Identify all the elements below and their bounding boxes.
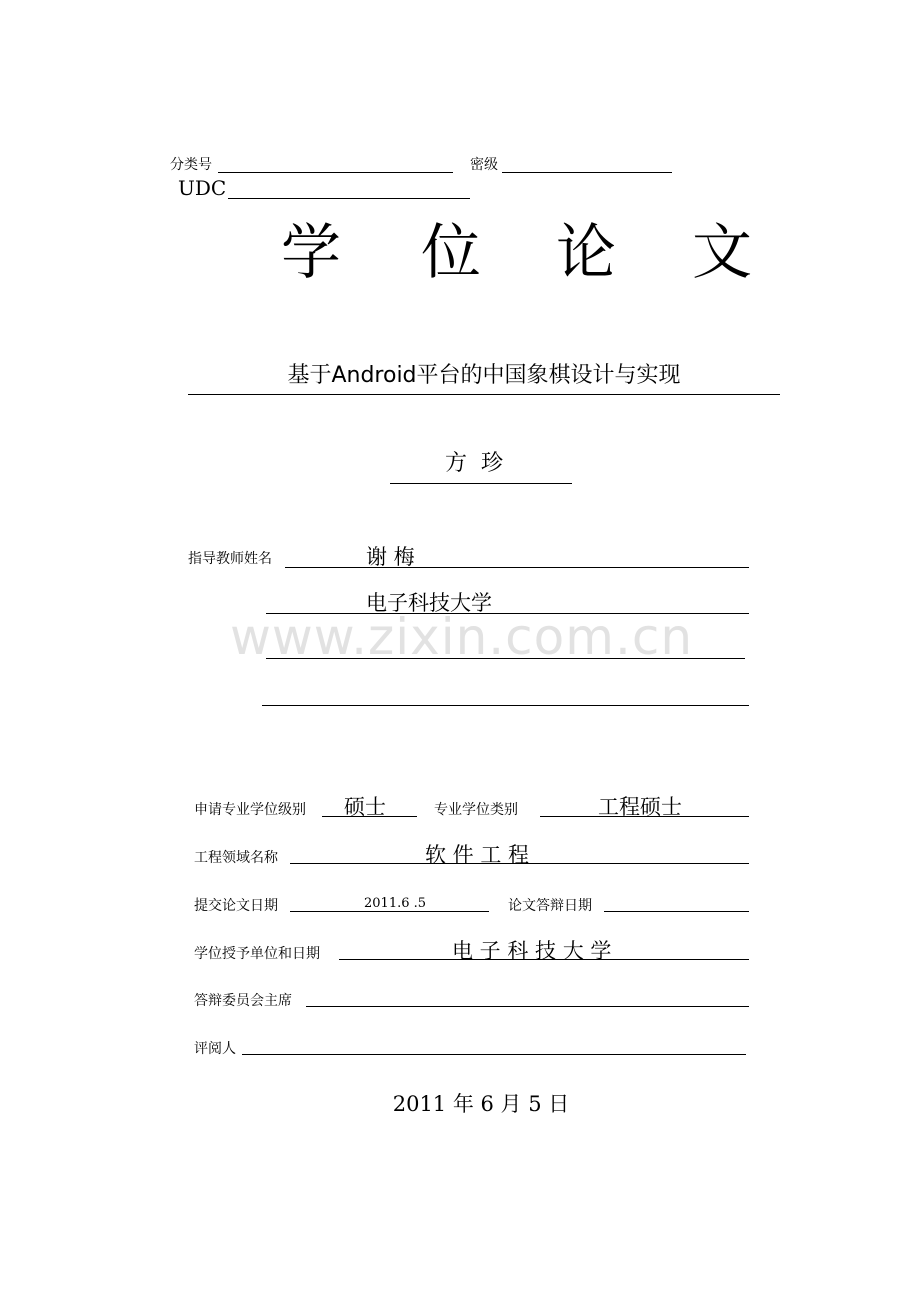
advisor-affiliation: 电子科技大学 — [366, 591, 492, 615]
submit-date-line — [290, 911, 489, 912]
author-name: 方珍 — [444, 451, 517, 476]
advisor-name-line — [285, 567, 749, 568]
degree-category-label: 专业学位类别 — [434, 802, 518, 818]
thesis-title-underline — [188, 394, 780, 395]
reviewer-line — [242, 1054, 746, 1055]
submit-date-label: 提交论文日期 — [194, 898, 278, 914]
committee-chair-label: 答辩委员会主席 — [194, 993, 292, 1009]
grant-unit-line — [339, 959, 749, 960]
committee-chair-line — [306, 1006, 749, 1007]
reviewer-label: 评阅人 — [194, 1041, 236, 1057]
degree-category-line — [540, 816, 749, 817]
defense-date-line — [604, 911, 749, 912]
blank-line-2 — [262, 705, 749, 706]
doc-type-char-3: 论 — [556, 218, 616, 288]
degree-level-line — [322, 816, 417, 817]
degree-level-value: 硕士 — [344, 795, 386, 819]
classification-label: 分类号 — [170, 157, 212, 173]
field-name-line — [290, 863, 749, 864]
defense-date-label: 论文答辩日期 — [508, 898, 592, 914]
secret-level-label: 密级 — [470, 157, 498, 173]
degree-level-label: 申请专业学位级别 — [194, 802, 306, 818]
classification-field-line — [218, 172, 453, 173]
doc-type-char-4: 文 — [692, 218, 752, 288]
advisor-name: 谢 梅 — [366, 545, 415, 569]
author-underline — [390, 483, 572, 484]
grant-unit-label: 学位授予单位和日期 — [194, 946, 320, 962]
watermark-text: www.zixin.com.cn — [230, 608, 694, 666]
field-name-label: 工程领域名称 — [194, 850, 278, 866]
thesis-title: 基于Android平台的中国象棋设计与实现 — [287, 363, 681, 388]
doc-type-char-2: 位 — [421, 218, 481, 288]
submit-date-value: 2011.6 .5 — [364, 896, 427, 911]
advisor-label: 指导教师姓名 — [188, 551, 272, 567]
udc-label: UDC — [178, 176, 227, 200]
udc-field-line — [228, 198, 470, 199]
field-name-value: 软 件 工 程 — [425, 843, 530, 867]
degree-category-value: 工程硕士 — [598, 795, 682, 819]
secret-level-field-line — [502, 172, 672, 173]
blank-line-1 — [266, 658, 745, 659]
document-date: 2011 年 6 月 5 日 — [392, 1092, 570, 1116]
doc-type-char-1: 学 — [281, 218, 341, 288]
grant-unit-value: 电 子 科 技 大 学 — [452, 939, 612, 963]
